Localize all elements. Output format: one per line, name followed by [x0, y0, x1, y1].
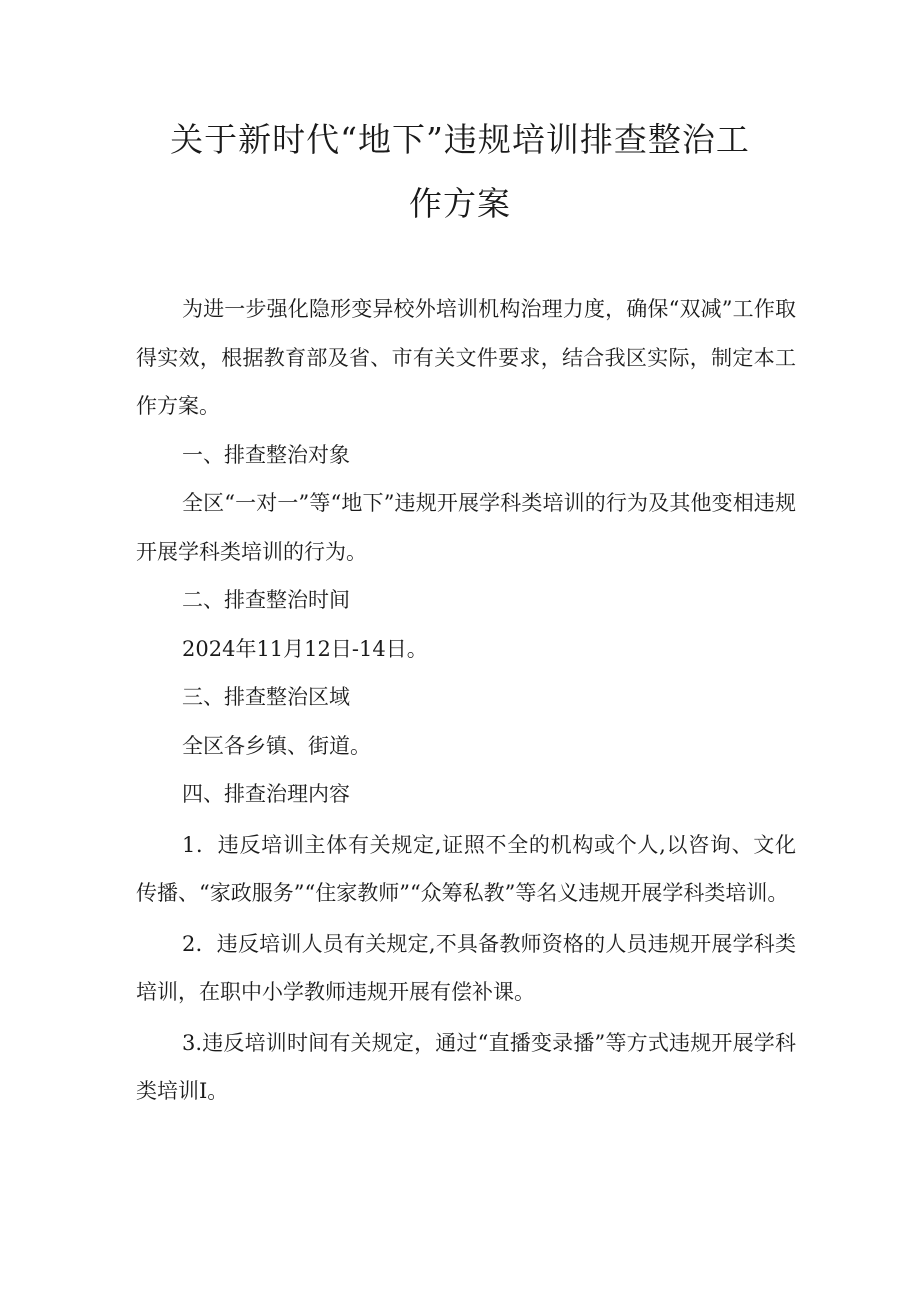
document-body [136, 285, 796, 1116]
content-item-3: 3.违反培训时间有关规定，通过“直播变录播”等方式违规开展学科类培训I。 [136, 1030, 796, 1103]
content-item-1: 1．违反培训主体有关规定,证照不全的机构或个人,以咨询、文化传播、“家政服务”“住家教师”“众筹私教”等名义违规开展学科类培训。 [136, 832, 796, 905]
document-title-line-1: 关于新时代“地下”违规培训排查整治工 [170, 120, 750, 159]
content-item-2: 2．违反培训人员有关规定,不具备教师资格的人员违规开展学科类培训，在职中小学教师违规开展有偿补课。 [136, 931, 796, 1004]
section-heading-time: 二、排查整治时间 [182, 588, 350, 612]
area-paragraph: 全区各乡镇、街道。 [182, 733, 371, 758]
intro-paragraph: 为进一步强化隐形变异校外培训机构治理力度，确保“双减”工作取得实效，根据教育部及省、市有关文件要求，结合我区实际，制定本工作方案。 [136, 297, 796, 418]
document-title [120, 108, 800, 236]
targets-paragraph: 全区“一对一”等“地下”违规开展学科类培训的行为及其他变相违规开展学科类培训的行为。 [136, 491, 796, 564]
document-title-line-2: 作方案 [409, 184, 511, 223]
time-paragraph: 2024年11月12日-14日。 [182, 636, 428, 661]
section-heading-area: 三、排查整治区域 [182, 685, 350, 709]
section-heading-targets: 一、排查整治对象 [182, 442, 350, 467]
section-heading-content: 四、排查治理内容 [182, 782, 350, 806]
